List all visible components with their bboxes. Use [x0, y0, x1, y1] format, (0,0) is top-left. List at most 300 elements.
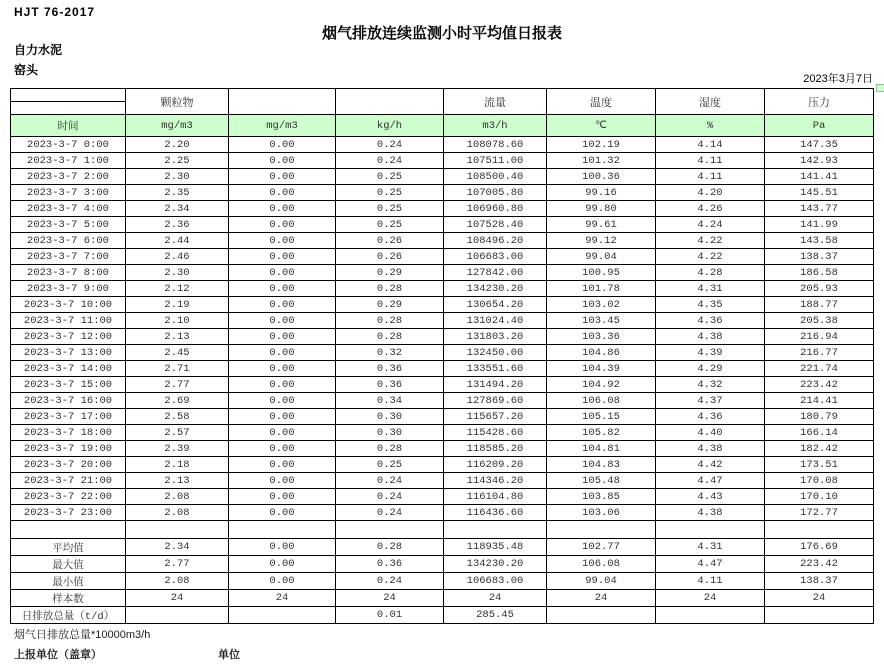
value-cell: 99.16: [547, 185, 656, 201]
value-cell: 176.69: [765, 539, 874, 556]
value-cell: 103.85: [547, 489, 656, 505]
value-cell: 4.11: [656, 169, 765, 185]
hourly-data-row: [11, 505, 874, 521]
value-cell: 0.24: [336, 153, 444, 169]
company-name: 自力水泥: [14, 43, 63, 57]
row-label-cell: 平均值: [11, 539, 126, 556]
hourly-data-row: [11, 473, 874, 489]
row-label-cell: 2023-3-7 5:00: [11, 217, 126, 233]
value-cell: 99.04: [547, 573, 656, 590]
value-cell: 0.00: [229, 217, 336, 233]
value-cell: 0.00: [229, 457, 336, 473]
value-cell: 0.00: [229, 329, 336, 345]
value-cell: 103.36: [547, 329, 656, 345]
value-cell: 0.36: [336, 556, 444, 573]
value-cell: 114346.20: [444, 473, 547, 489]
value-cell: 0.01: [336, 607, 444, 624]
value-cell: 0.00: [229, 473, 336, 489]
value-cell: 99.12: [547, 233, 656, 249]
value-cell: 2.34: [126, 201, 229, 217]
value-cell: 173.51: [765, 457, 874, 473]
value-cell: [765, 521, 874, 539]
hourly-data-row: [11, 249, 874, 265]
hourly-data-row: [11, 137, 874, 153]
value-cell: [547, 607, 656, 624]
hourly-data-row: [11, 361, 874, 377]
value-cell: 0.25: [336, 169, 444, 185]
row-label-cell: 2023-3-7 4:00: [11, 201, 126, 217]
value-cell: [336, 521, 444, 539]
hourly-data-row: [11, 441, 874, 457]
flow-total-note: 烟气日排放总量*10000m3/h: [14, 629, 151, 641]
value-cell: 4.47: [656, 556, 765, 573]
hourly-data-row: [11, 377, 874, 393]
value-cell: 104.39: [547, 361, 656, 377]
hourly-data-rows: [11, 137, 874, 521]
value-cell: 4.37: [656, 393, 765, 409]
page-title: 烟气排放连续监测小时平均值日报表: [321, 25, 562, 42]
hourly-data-row: [11, 185, 874, 201]
value-cell: 0.26: [336, 233, 444, 249]
value-cell: 0.25: [336, 457, 444, 473]
value-cell: 4.47: [656, 473, 765, 489]
value-cell: 0.24: [336, 505, 444, 521]
value-cell: 0.00: [229, 361, 336, 377]
value-cell: 0.00: [229, 233, 336, 249]
spacer-row: [11, 521, 874, 539]
value-cell: 107005.80: [444, 185, 547, 201]
value-cell: 2.30: [126, 265, 229, 281]
monitor-point-name: 窑头: [14, 63, 39, 77]
hourly-data-row: [11, 153, 874, 169]
value-cell: 0.24: [336, 573, 444, 590]
value-cell: 0.25: [336, 201, 444, 217]
value-cell: 2.18: [126, 457, 229, 473]
hourly-data-row: [11, 489, 874, 505]
value-cell: 107511.00: [444, 153, 547, 169]
value-cell: 2.44: [126, 233, 229, 249]
hourly-data-row: [11, 313, 874, 329]
value-cell: 188.77: [765, 297, 874, 313]
value-cell: 130654.20: [444, 297, 547, 313]
report-date: 2023年3月7日: [803, 73, 873, 85]
value-cell: 143.77: [765, 201, 874, 217]
row-label-cell: 最大值: [11, 556, 126, 573]
value-cell: 216.94: [765, 329, 874, 345]
row-label-cell: 2023-3-7 23:00: [11, 505, 126, 521]
value-cell: [656, 607, 765, 624]
value-cell: [765, 607, 874, 624]
value-cell: 186.58: [765, 265, 874, 281]
value-cell: 108496.20: [444, 233, 547, 249]
summary-row: [11, 607, 874, 624]
value-cell: 2.35: [126, 185, 229, 201]
value-cell: 0.29: [336, 297, 444, 313]
value-cell: 4.40: [656, 425, 765, 441]
summary-rows: [11, 539, 874, 624]
value-cell: 0.28: [336, 281, 444, 297]
value-cell: 0.00: [229, 505, 336, 521]
value-cell: 4.26: [656, 201, 765, 217]
hourly-data-row: [11, 217, 874, 233]
unit-celsius: ℃: [547, 115, 656, 137]
value-cell: 0.00: [229, 281, 336, 297]
value-cell: 134230.20: [444, 281, 547, 297]
value-cell: 4.43: [656, 489, 765, 505]
value-cell: 2.34: [126, 539, 229, 556]
row-label-cell: 2023-3-7 19:00: [11, 441, 126, 457]
hourly-data-row: [11, 345, 874, 361]
value-cell: 24: [336, 590, 444, 607]
value-cell: 105.15: [547, 409, 656, 425]
value-cell: 134230.20: [444, 556, 547, 573]
value-cell: 4.20: [656, 185, 765, 201]
hourly-average-report-table: [10, 88, 874, 624]
row-label-cell: 2023-3-7 0:00: [11, 137, 126, 153]
hourly-data-row: [11, 457, 874, 473]
value-cell: 223.42: [765, 556, 874, 573]
value-cell: 108078.60: [444, 137, 547, 153]
row-label-cell: 2023-3-7 21:00: [11, 473, 126, 489]
doc-standard-code: HJT 76-2017: [14, 5, 96, 19]
value-cell: 24: [126, 590, 229, 607]
value-cell: 0.00: [229, 377, 336, 393]
value-cell: 107528.40: [444, 217, 547, 233]
table-header: [11, 89, 874, 137]
value-cell: 285.45: [444, 607, 547, 624]
summary-row: [11, 573, 874, 590]
value-cell: 106960.80: [444, 201, 547, 217]
row-label-cell: 2023-3-7 22:00: [11, 489, 126, 505]
value-cell: 116209.20: [444, 457, 547, 473]
value-cell: 2.19: [126, 297, 229, 313]
value-cell: 205.93: [765, 281, 874, 297]
value-cell: 138.37: [765, 249, 874, 265]
value-cell: 0.30: [336, 425, 444, 441]
value-cell: 2.20: [126, 137, 229, 153]
value-cell: 103.45: [547, 313, 656, 329]
value-cell: 180.79: [765, 409, 874, 425]
row-label-cell: 2023-3-7 15:00: [11, 377, 126, 393]
value-cell: 0.00: [229, 409, 336, 425]
value-cell: 138.37: [765, 573, 874, 590]
value-cell: 115428.60: [444, 425, 547, 441]
row-label-cell: 最小值: [11, 573, 126, 590]
row-label-cell: 2023-3-7 8:00: [11, 265, 126, 281]
value-cell: 170.10: [765, 489, 874, 505]
value-cell: [126, 521, 229, 539]
value-cell: 0.28: [336, 313, 444, 329]
value-cell: 4.38: [656, 441, 765, 457]
value-cell: [229, 521, 336, 539]
value-cell: 104.86: [547, 345, 656, 361]
value-cell: 118935.48: [444, 539, 547, 556]
cropped-green-cell-fragment: [876, 84, 884, 92]
col-header-empty-1: [229, 89, 336, 115]
summary-row: [11, 556, 874, 573]
value-cell: 4.42: [656, 457, 765, 473]
col-header-humidity: 湿度: [656, 89, 765, 115]
value-cell: 182.42: [765, 441, 874, 457]
value-cell: 0.28: [336, 539, 444, 556]
reporting-unit-label: 上报单位（盖章）: [14, 649, 102, 661]
row-label-cell: [11, 521, 126, 539]
value-cell: 0.00: [229, 441, 336, 457]
value-cell: 2.30: [126, 169, 229, 185]
value-cell: 0.00: [229, 425, 336, 441]
value-cell: 2.77: [126, 556, 229, 573]
value-cell: [547, 521, 656, 539]
value-cell: 4.24: [656, 217, 765, 233]
value-cell: 2.57: [126, 425, 229, 441]
row-label-cell: 2023-3-7 20:00: [11, 457, 126, 473]
value-cell: 2.10: [126, 313, 229, 329]
value-cell: 0.00: [229, 153, 336, 169]
spacer-row: [11, 521, 874, 539]
unit-header-row: [11, 115, 874, 137]
row-label-cell: 2023-3-7 10:00: [11, 297, 126, 313]
value-cell: 4.38: [656, 505, 765, 521]
row-label-cell: 2023-3-7 17:00: [11, 409, 126, 425]
value-cell: 0.00: [229, 556, 336, 573]
value-cell: 145.51: [765, 185, 874, 201]
value-cell: 4.11: [656, 573, 765, 590]
value-cell: 0.00: [229, 489, 336, 505]
hourly-data-row: [11, 425, 874, 441]
value-cell: 0.24: [336, 489, 444, 505]
value-cell: 104.83: [547, 457, 656, 473]
row-label-cell: 2023-3-7 6:00: [11, 233, 126, 249]
value-cell: 4.22: [656, 233, 765, 249]
value-cell: 104.92: [547, 377, 656, 393]
col-header-temperature: 温度: [547, 89, 656, 115]
hourly-data-row: [11, 409, 874, 425]
row-label-cell: 2023-3-7 7:00: [11, 249, 126, 265]
row-label-cell: 2023-3-7 1:00: [11, 153, 126, 169]
row-label-cell: 2023-3-7 3:00: [11, 185, 126, 201]
value-cell: 4.22: [656, 249, 765, 265]
value-cell: 0.28: [336, 441, 444, 457]
value-cell: 132450.00: [444, 345, 547, 361]
value-cell: 24: [765, 590, 874, 607]
value-cell: 4.28: [656, 265, 765, 281]
value-cell: 103.06: [547, 505, 656, 521]
value-cell: 115657.20: [444, 409, 547, 425]
row-label-cell: 2023-3-7 9:00: [11, 281, 126, 297]
value-cell: 104.81: [547, 441, 656, 457]
value-cell: 131024.40: [444, 313, 547, 329]
value-cell: 4.29: [656, 361, 765, 377]
hourly-data-row: [11, 329, 874, 345]
value-cell: 2.12: [126, 281, 229, 297]
value-cell: 2.25: [126, 153, 229, 169]
value-cell: 102.19: [547, 137, 656, 153]
value-cell: 0.25: [336, 185, 444, 201]
value-cell: 4.36: [656, 409, 765, 425]
value-cell: 108500.40: [444, 169, 547, 185]
value-cell: 221.74: [765, 361, 874, 377]
hourly-data-row: [11, 265, 874, 281]
value-cell: 2.39: [126, 441, 229, 457]
unit-m3-h: m3/h: [444, 115, 547, 137]
value-cell: 216.77: [765, 345, 874, 361]
hourly-data-row: [11, 169, 874, 185]
value-cell: 147.35: [765, 137, 874, 153]
value-cell: 100.36: [547, 169, 656, 185]
value-cell: 116436.60: [444, 505, 547, 521]
value-cell: 141.41: [765, 169, 874, 185]
value-cell: 0.34: [336, 393, 444, 409]
summary-row: [11, 539, 874, 556]
row-label-cell: 日排放总量（t/d）: [11, 607, 126, 624]
value-cell: 24: [444, 590, 547, 607]
value-cell: 2.71: [126, 361, 229, 377]
value-cell: 2.45: [126, 345, 229, 361]
hourly-data-row: [11, 393, 874, 409]
value-cell: 0.00: [229, 573, 336, 590]
value-cell: 0.30: [336, 409, 444, 425]
value-cell: 0.36: [336, 361, 444, 377]
value-cell: 131494.20: [444, 377, 547, 393]
value-cell: 24: [547, 590, 656, 607]
value-cell: [656, 521, 765, 539]
value-cell: 127869.60: [444, 393, 547, 409]
value-cell: 2.08: [126, 489, 229, 505]
value-cell: 0.00: [229, 297, 336, 313]
row-label-cell: 2023-3-7 18:00: [11, 425, 126, 441]
value-cell: 103.02: [547, 297, 656, 313]
value-cell: 0.00: [229, 169, 336, 185]
value-cell: 223.42: [765, 377, 874, 393]
value-cell: 99.61: [547, 217, 656, 233]
row-label-cell: 2023-3-7 14:00: [11, 361, 126, 377]
value-cell: [229, 607, 336, 624]
value-cell: 0.00: [229, 265, 336, 281]
value-cell: 0.00: [229, 345, 336, 361]
value-cell: 143.58: [765, 233, 874, 249]
value-cell: 102.77: [547, 539, 656, 556]
row-label-cell: 2023-3-7 16:00: [11, 393, 126, 409]
value-cell: 4.14: [656, 137, 765, 153]
value-cell: 0.28: [336, 329, 444, 345]
row-label-cell: 2023-3-7 2:00: [11, 169, 126, 185]
hourly-data-row: [11, 233, 874, 249]
unit-pa: Pa: [765, 115, 874, 137]
value-cell: 2.13: [126, 473, 229, 489]
col-header-particulate: 颗粒物: [126, 89, 229, 115]
col-header-flow: 流量: [444, 89, 547, 115]
summary-row: [11, 590, 874, 607]
value-cell: [126, 607, 229, 624]
value-cell: 24: [229, 590, 336, 607]
value-cell: 214.41: [765, 393, 874, 409]
value-cell: 106683.00: [444, 249, 547, 265]
value-cell: 0.00: [229, 249, 336, 265]
value-cell: 172.77: [765, 505, 874, 521]
value-cell: 0.00: [229, 185, 336, 201]
row-label-cell: 2023-3-7 11:00: [11, 313, 126, 329]
corner-cell-bottom: [11, 102, 126, 115]
value-cell: 4.39: [656, 345, 765, 361]
group-header-row: [11, 89, 874, 102]
value-cell: 0.26: [336, 249, 444, 265]
value-cell: 170.08: [765, 473, 874, 489]
value-cell: 4.32: [656, 377, 765, 393]
row-label-cell: 2023-3-7 12:00: [11, 329, 126, 345]
value-cell: 24: [656, 590, 765, 607]
value-cell: 4.35: [656, 297, 765, 313]
hourly-data-row: [11, 281, 874, 297]
value-cell: 4.38: [656, 329, 765, 345]
value-cell: 4.36: [656, 313, 765, 329]
value-cell: 4.11: [656, 153, 765, 169]
value-cell: 101.78: [547, 281, 656, 297]
value-cell: 131803.20: [444, 329, 547, 345]
value-cell: 2.13: [126, 329, 229, 345]
value-cell: 118585.20: [444, 441, 547, 457]
col-header-time: 时间: [11, 115, 126, 137]
value-cell: 0.29: [336, 265, 444, 281]
value-cell: 2.36: [126, 217, 229, 233]
value-cell: 2.69: [126, 393, 229, 409]
unit-label: 单位: [218, 649, 240, 661]
value-cell: 166.14: [765, 425, 874, 441]
corner-cell-top: [11, 89, 126, 102]
value-cell: 116104.80: [444, 489, 547, 505]
value-cell: 133551.60: [444, 361, 547, 377]
value-cell: 142.93: [765, 153, 874, 169]
value-cell: 2.58: [126, 409, 229, 425]
col-header-pressure: 压力: [765, 89, 874, 115]
unit-mg-m3-a: mg/m3: [126, 115, 229, 137]
value-cell: 2.08: [126, 505, 229, 521]
value-cell: 101.32: [547, 153, 656, 169]
value-cell: 0.00: [229, 393, 336, 409]
value-cell: 2.46: [126, 249, 229, 265]
value-cell: 106683.00: [444, 573, 547, 590]
value-cell: 2.08: [126, 573, 229, 590]
value-cell: 0.36: [336, 377, 444, 393]
hourly-data-row: [11, 297, 874, 313]
value-cell: 99.80: [547, 201, 656, 217]
value-cell: [444, 521, 547, 539]
value-cell: 0.00: [229, 137, 336, 153]
value-cell: 0.00: [229, 539, 336, 556]
value-cell: 205.38: [765, 313, 874, 329]
unit-mg-m3-b: mg/m3: [229, 115, 336, 137]
value-cell: 141.99: [765, 217, 874, 233]
unit-kg-h: kg/h: [336, 115, 444, 137]
value-cell: 106.08: [547, 393, 656, 409]
value-cell: 4.31: [656, 539, 765, 556]
row-label-cell: 样本数: [11, 590, 126, 607]
value-cell: 0.24: [336, 137, 444, 153]
value-cell: 99.04: [547, 249, 656, 265]
value-cell: 106.08: [547, 556, 656, 573]
value-cell: 2.77: [126, 377, 229, 393]
value-cell: 0.25: [336, 217, 444, 233]
value-cell: 105.48: [547, 473, 656, 489]
value-cell: 100.95: [547, 265, 656, 281]
value-cell: 0.00: [229, 313, 336, 329]
row-label-cell: 2023-3-7 13:00: [11, 345, 126, 361]
value-cell: 4.31: [656, 281, 765, 297]
value-cell: 105.82: [547, 425, 656, 441]
value-cell: 0.32: [336, 345, 444, 361]
value-cell: 0.00: [229, 201, 336, 217]
unit-percent: %: [656, 115, 765, 137]
value-cell: 0.24: [336, 473, 444, 489]
